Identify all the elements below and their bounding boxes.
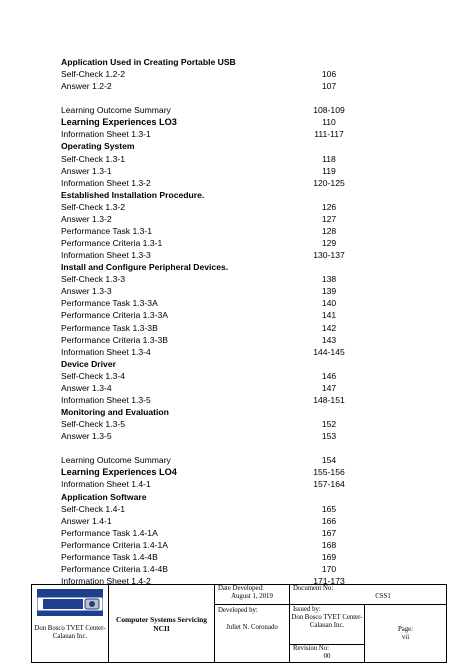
document-footer bbox=[31, 584, 446, 662]
toc-entry-page: 165 bbox=[321, 503, 337, 514]
developed-by-value: Juliet N. Coronado bbox=[226, 624, 278, 631]
toc-entry-page: 107 bbox=[321, 81, 337, 92]
revision-cell bbox=[290, 645, 365, 663]
toc-entry-page: 111-117 bbox=[314, 129, 344, 140]
toc-entry-page: 166 bbox=[321, 515, 337, 526]
date-developed-value: August 1, 2019 bbox=[231, 593, 273, 600]
toc-entry-page: 146 bbox=[321, 370, 337, 381]
toc-entry-label: Install and Configure Peripheral Devices. bbox=[61, 262, 229, 273]
toc-entry-label: Operating System bbox=[61, 141, 135, 152]
toc-entry-page: 142 bbox=[321, 322, 337, 333]
toc-entry-page: 171-173 bbox=[313, 576, 345, 586]
document-no-cell bbox=[290, 585, 447, 605]
toc-entry-label: Device Driver bbox=[61, 358, 116, 369]
toc-entry-page: 169 bbox=[321, 551, 337, 562]
toc-entry-page: 108-109 bbox=[313, 105, 345, 116]
toc-entry-label: Answer 1.3-2 bbox=[61, 213, 112, 224]
toc-entry-label: Self-Check 1.2-2 bbox=[61, 69, 126, 80]
document-no-label: Document No: bbox=[293, 585, 334, 592]
don-bosco-logo-icon bbox=[37, 589, 103, 619]
developed-by-label: Developed by: bbox=[218, 607, 258, 614]
toc-entry-page: 147 bbox=[321, 382, 337, 393]
toc-entry-label: Learning Outcome Summary bbox=[61, 455, 171, 466]
toc-entry-label: Performance Criteria 1.4-4B bbox=[61, 563, 168, 574]
toc-entry-page: 106 bbox=[321, 69, 337, 80]
toc-entry-page: 127 bbox=[321, 213, 337, 224]
toc-entry-label: Established Installation Procedure. bbox=[61, 189, 205, 200]
toc-entry-page: 120-125 bbox=[313, 177, 345, 188]
toc-entry-page: 128 bbox=[321, 225, 337, 236]
document-no-value: CSS1 bbox=[375, 593, 391, 600]
logo-cell bbox=[32, 585, 109, 663]
toc-entry-label: Information Sheet 1.3-2 bbox=[61, 177, 151, 188]
toc-entry-label: Learning Experiences LO3 bbox=[61, 117, 177, 128]
issued-by-cell bbox=[290, 605, 365, 645]
toc-entry-label: Performance Task 1.3-3A bbox=[61, 298, 158, 309]
revision-label: Revision No: bbox=[293, 645, 330, 652]
toc-entry-label: Performance Task 1.3-3B bbox=[61, 322, 158, 333]
date-developed-cell bbox=[215, 585, 290, 605]
page-cell bbox=[365, 605, 447, 663]
toc-entry-label: Answer 1.3-1 bbox=[61, 165, 112, 176]
toc-entry-label: Performance Criteria 1.3-3B bbox=[61, 334, 168, 345]
toc-entry-label: Answer 1.4-1 bbox=[61, 515, 112, 526]
developed-by-cell bbox=[215, 605, 290, 663]
course-title: Computer Systems Servicing NCII bbox=[109, 585, 215, 663]
toc-entry-label: Self-Check 1.3-4 bbox=[61, 370, 126, 381]
toc-entry-page: 110 bbox=[322, 117, 336, 128]
toc-entry-label: Information Sheet 1.3-1 bbox=[61, 129, 151, 140]
toc-entry-label: Information Sheet 1.3-4 bbox=[61, 346, 151, 357]
toc-entry-page: 130-137 bbox=[313, 250, 345, 261]
toc-entry-label: Answer 1.3-5 bbox=[61, 431, 112, 442]
toc-entry-page: 138 bbox=[321, 274, 337, 285]
toc-entry-page: 153 bbox=[321, 431, 337, 442]
toc-entry-label: Answer 1.3-3 bbox=[61, 286, 112, 297]
toc-entry-page: 126 bbox=[321, 201, 337, 212]
toc-entry-page: 167 bbox=[321, 527, 337, 538]
toc-entry-label: Application Software bbox=[61, 491, 147, 502]
toc-entry-label: Self-Check 1.3-5 bbox=[61, 419, 126, 430]
toc-entry-page: 119 bbox=[322, 165, 336, 176]
toc-entry-page: 144-145 bbox=[313, 346, 345, 357]
page-number: vii bbox=[401, 633, 410, 641]
toc-entry-label: Information Sheet 1.3-3 bbox=[61, 250, 151, 261]
toc-entry-page: 143 bbox=[321, 334, 337, 345]
toc-entry-label: Performance Criteria 1.4-1A bbox=[61, 539, 168, 550]
toc-entry-page: 157-164 bbox=[313, 479, 345, 490]
toc-entry-label: Information Sheet 1.4-1 bbox=[61, 479, 151, 490]
toc-entry-label: Self-Check 1.3-3 bbox=[61, 274, 126, 285]
revision-value: 00 bbox=[323, 653, 331, 660]
toc-entry-page: 170 bbox=[321, 563, 337, 574]
toc-entry-page: 152 bbox=[321, 419, 337, 430]
page-label: Page: bbox=[397, 625, 414, 633]
toc-entry-label: Self-Check 1.3-1 bbox=[61, 153, 126, 164]
toc-entry-page: 118 bbox=[322, 153, 336, 164]
toc-entry-label: Answer 1.3-4 bbox=[61, 382, 112, 393]
toc-entry-label: Self-Check 1.3-2 bbox=[61, 201, 126, 212]
issued-by-label: Issued by: bbox=[293, 606, 321, 613]
toc-entry-page: 139 bbox=[321, 286, 337, 297]
toc-entry-page: 148-151 bbox=[313, 394, 345, 405]
date-developed-label: Date Developed: bbox=[218, 585, 264, 592]
toc-entry-page: 129 bbox=[321, 238, 337, 249]
toc-entry-label: Learning Outcome Summary bbox=[61, 105, 171, 116]
toc-entry-label: Self-Check 1.4-1 bbox=[61, 503, 126, 514]
toc-entry-page: 141 bbox=[321, 310, 337, 321]
toc-entry-label: Learning Experiences LO4 bbox=[61, 467, 177, 478]
issued-by-value: Don Bosco TVET Center-Calauan Inc. bbox=[291, 614, 363, 629]
toc-entry-label: Performance Task 1.4-1A bbox=[61, 527, 158, 538]
toc-entry-label: Application Used in Creating Portable USB bbox=[61, 57, 236, 67]
toc-entry-page: 140 bbox=[321, 298, 337, 309]
toc-entry-label: Monitoring and Evaluation bbox=[61, 407, 169, 418]
toc-entry-label: Information Sheet 1.3-5 bbox=[61, 394, 151, 405]
toc-entry-label: Performance Criteria 1.3-1 bbox=[61, 238, 163, 249]
toc-entry-label: Answer 1.2-2 bbox=[61, 81, 112, 92]
toc-entry-page: 155-156 bbox=[313, 467, 345, 478]
toc-entry-page: 154 bbox=[321, 455, 337, 466]
toc-entry-label: Information Sheet 1.4-2 bbox=[61, 576, 151, 586]
organization-name: Don Bosco TVET Center-Calauan Inc. bbox=[34, 625, 106, 640]
toc-entry-label: Performance Task 1.3-1 bbox=[61, 225, 153, 236]
toc-entry-page: 168 bbox=[321, 539, 337, 550]
toc-entry-label: Performance Criteria 1.3-3A bbox=[61, 310, 168, 321]
toc-entry-label: Performance Task 1.4-4B bbox=[61, 551, 158, 562]
